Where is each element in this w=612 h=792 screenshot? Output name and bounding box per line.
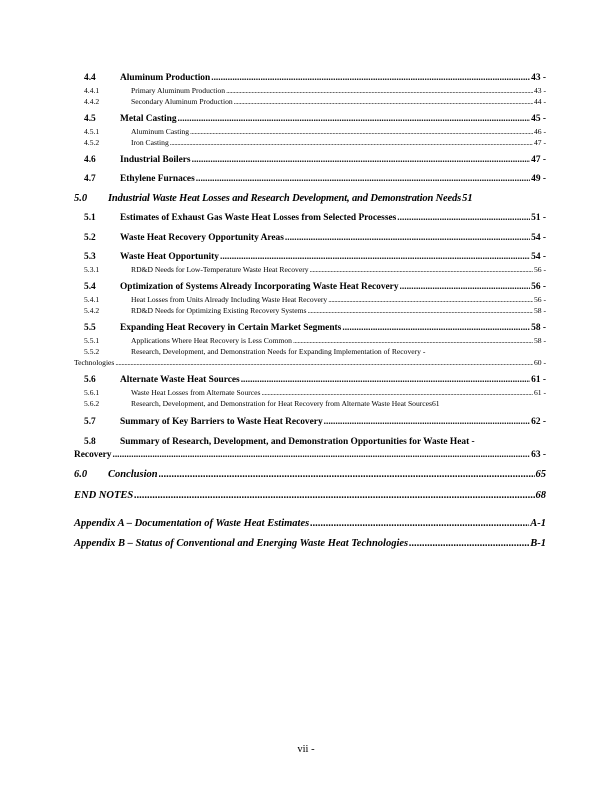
- toc-entry-page: 60 -: [533, 358, 546, 367]
- dot-leader: [226, 86, 533, 95]
- toc-entry[interactable]: [84, 375, 546, 385]
- toc-entry-page: 56 -: [533, 295, 546, 304]
- toc-entry-page: 43 -: [533, 86, 546, 95]
- toc-entry-number: 4.5.1: [84, 127, 100, 136]
- dot-leader: [115, 358, 533, 367]
- dot-leader: [211, 73, 530, 83]
- toc-entry-number: 5.4: [84, 282, 96, 292]
- dot-leader: [196, 174, 530, 184]
- toc-chapter[interactable]: [74, 469, 546, 480]
- toc-entry[interactable]: [84, 174, 546, 184]
- toc-entry-title: RD&D Needs for Low-Temperature Waste Heat Recovery: [131, 265, 309, 274]
- toc-entry[interactable]: [84, 155, 546, 165]
- toc-entry-number: 5.5.2: [84, 347, 100, 356]
- dot-leader: [262, 388, 533, 397]
- toc-entry-page: 58 -: [533, 306, 546, 315]
- toc-entry-number: 5.5.1: [84, 336, 100, 345]
- toc-entry-title: Waste Heat Losses from Alternate Sources: [131, 388, 261, 397]
- toc-entry-number: 5.5: [84, 323, 96, 333]
- toc-entry-title: Waste Heat Opportunity: [120, 252, 219, 262]
- toc-entry-number: 5.8: [84, 437, 96, 447]
- toc-entry-number: 5.6.1: [84, 388, 100, 397]
- toc-entry-number: 5.3.1: [84, 265, 100, 274]
- toc-entry-continued[interactable]: [74, 450, 546, 460]
- dot-leader: [324, 417, 531, 427]
- toc-entry[interactable]: [84, 323, 546, 333]
- toc-entry-number: 5.2: [84, 233, 96, 243]
- toc-entry-page: 61 -: [533, 388, 546, 397]
- toc-entry-title: Industrial Waste Heat Losses and Research Development, and Demonstration Needs: [108, 193, 462, 204]
- toc-entry-page: 61: [432, 399, 440, 408]
- toc-entry-title: Aluminum Casting: [131, 127, 190, 136]
- toc-entry[interactable]: [84, 437, 546, 447]
- toc-entry-title-continued: Technologies: [74, 358, 115, 367]
- toc-subentry[interactable]: [84, 295, 546, 304]
- toc-entry-title: Metal Casting: [120, 114, 177, 124]
- toc-entry-number: 5.3: [84, 252, 96, 262]
- toc-entry-title: END NOTES: [74, 490, 134, 501]
- dot-leader: [285, 233, 530, 243]
- dot-leader: [178, 114, 531, 124]
- toc-entry-page: 51 -: [531, 213, 546, 223]
- toc-entry-title: Expanding Heat Recovery in Certain Market Segments: [120, 323, 342, 333]
- toc-chapter[interactable]: [74, 490, 546, 501]
- toc-entry-title: Research, Development, and Demonstration Needs for Expanding Implementation of Recovery -: [131, 347, 426, 356]
- toc-subentry[interactable]: [84, 306, 546, 315]
- toc-entry-title: Alternate Waste Heat Sources: [120, 375, 240, 385]
- toc-entry-title: Industrial Boilers: [120, 155, 191, 165]
- toc-entry-title: Estimates of Exhaust Gas Waste Heat Losses from Selected Processes: [120, 213, 397, 223]
- toc-entry-title: Research, Development, and Demonstration for Heat Recovery from Alternate Waste Heat Sources: [131, 399, 432, 408]
- toc-chapter[interactable]: [74, 193, 546, 204]
- toc-entry[interactable]: [84, 213, 546, 223]
- page-number: vii -: [297, 744, 315, 755]
- dot-leader: [293, 336, 533, 345]
- toc-entry-number: 4.4.1: [84, 86, 100, 95]
- toc-entry-title: Secondary Aluminum Production: [131, 97, 233, 106]
- toc-entry-title-continued: Recovery: [74, 450, 112, 460]
- toc-entry-title: Appendix B – Status of Conventional and Energing Waste Heat Technologies: [74, 538, 409, 549]
- toc-entry-page: 61 -: [531, 375, 546, 385]
- toc-entry[interactable]: [84, 73, 546, 83]
- toc-entry-page: 56 -: [533, 265, 546, 274]
- dot-leader: [112, 450, 530, 460]
- toc-entry-number: 5.4.2: [84, 306, 100, 315]
- toc-entry-number: 5.4.1: [84, 295, 100, 304]
- toc-entry-title: RD&D Needs for Optimizing Existing Recovery Systems: [131, 306, 307, 315]
- dot-leader: [234, 97, 533, 106]
- toc-entry-title: Optimization of Systems Already Incorporating Waste Heat Recovery: [120, 282, 399, 292]
- toc-entry-title: Heat Losses from Units Already Including Waste Heat Recovery: [131, 295, 328, 304]
- toc-entry-page: 63 -: [531, 450, 546, 460]
- toc-entry-number: 4.5: [84, 114, 96, 124]
- dot-leader: [328, 295, 533, 304]
- toc-entry-number: 4.6: [84, 155, 96, 165]
- toc-entry-number: 4.4.2: [84, 97, 100, 106]
- toc-entry[interactable]: [84, 252, 546, 262]
- toc-entry-page: 58 -: [533, 336, 546, 345]
- toc-entry[interactable]: [84, 282, 546, 292]
- toc-entry[interactable]: [84, 233, 546, 243]
- toc-entry[interactable]: [84, 114, 546, 124]
- toc-entry-title: Waste Heat Recovery Opportunity Areas: [120, 233, 284, 243]
- toc-entry-number: 5.6: [84, 375, 96, 385]
- toc-entry-title: Aluminum Production: [120, 73, 211, 83]
- toc-entry-number: 4.4: [84, 73, 96, 83]
- toc-entry-page: 56 -: [531, 282, 546, 292]
- toc-entry-page: 62 -: [531, 417, 546, 427]
- toc-entry-page: 43 -: [531, 73, 546, 83]
- toc-entry[interactable]: [84, 417, 546, 427]
- dot-leader: [220, 252, 530, 262]
- toc-entry-page: 54 -: [531, 252, 546, 262]
- toc-entry-page: 54 -: [531, 233, 546, 243]
- toc-subentry[interactable]: [84, 97, 546, 106]
- toc-entry-number: 6.0: [74, 469, 88, 480]
- toc-entry-title: Ethylene Furnaces: [120, 174, 195, 184]
- toc-entry-page: A-1: [530, 518, 546, 529]
- dot-leader: [342, 323, 530, 333]
- toc-entry-page: 45 -: [531, 114, 546, 124]
- toc-entry-page: 65: [535, 469, 546, 480]
- toc-entry-page: 68: [535, 490, 546, 501]
- toc-subentry-continued[interactable]: [74, 358, 546, 367]
- toc-subentry[interactable]: [84, 336, 546, 345]
- toc-entry-page: B-1: [530, 538, 546, 549]
- dot-leader: [310, 265, 533, 274]
- toc-entry-number: 5.7: [84, 417, 96, 427]
- toc-subentry[interactable]: [84, 86, 546, 95]
- toc-entry-number: 5.0: [74, 193, 88, 204]
- toc-entry-page: 46 -: [533, 127, 546, 136]
- toc-entry-page: 47 -: [533, 138, 546, 147]
- toc-entry-page: 58 -: [531, 323, 546, 333]
- toc-entry-number: 4.5.2: [84, 138, 100, 147]
- toc-appendix[interactable]: [74, 518, 546, 529]
- toc-subentry[interactable]: [84, 127, 546, 136]
- toc-entry-number: 5.1: [84, 213, 96, 223]
- toc-entry-title: Summary of Research, Development, and Demonstration Opportunities for Waste Heat -: [120, 437, 475, 447]
- dot-leader: [409, 538, 529, 549]
- toc-subentry[interactable]: [84, 388, 546, 397]
- toc-entry-title: Primary Aluminum Production: [131, 86, 226, 95]
- toc-entry-number: 4.7: [84, 174, 96, 184]
- toc-subentry[interactable]: [84, 138, 546, 147]
- dot-leader: [192, 155, 531, 165]
- dot-leader: [397, 213, 530, 223]
- toc-entry-page: 51: [462, 193, 473, 204]
- dot-leader: [170, 138, 533, 147]
- toc-entry-title: Summary of Key Barriers to Waste Heat Recovery: [120, 417, 323, 427]
- dot-leader: [159, 469, 535, 480]
- toc-subentry[interactable]: [84, 399, 546, 408]
- toc-entry-page: 44 -: [533, 97, 546, 106]
- toc-subentry[interactable]: [84, 265, 546, 274]
- toc-entry-page: 49 -: [531, 174, 546, 184]
- toc-subentry[interactable]: [84, 347, 546, 356]
- toc-entry-title: Appendix A – Documentation of Waste Heat Estimates: [74, 518, 310, 529]
- dot-leader: [307, 306, 532, 315]
- toc-entry-title: Conclusion: [108, 469, 158, 480]
- dot-leader: [134, 490, 534, 501]
- dot-leader: [400, 282, 531, 292]
- dot-leader: [190, 127, 533, 136]
- toc-entry-page: 47 -: [531, 155, 546, 165]
- toc-appendix[interactable]: [74, 538, 546, 549]
- toc-entry-number: 5.6.2: [84, 399, 100, 408]
- toc-entry-title: Iron Casting: [131, 138, 169, 147]
- toc-entry-title: Applications Where Heat Recovery is Less Common: [131, 336, 292, 345]
- dot-leader: [310, 518, 529, 529]
- dot-leader: [241, 375, 530, 385]
